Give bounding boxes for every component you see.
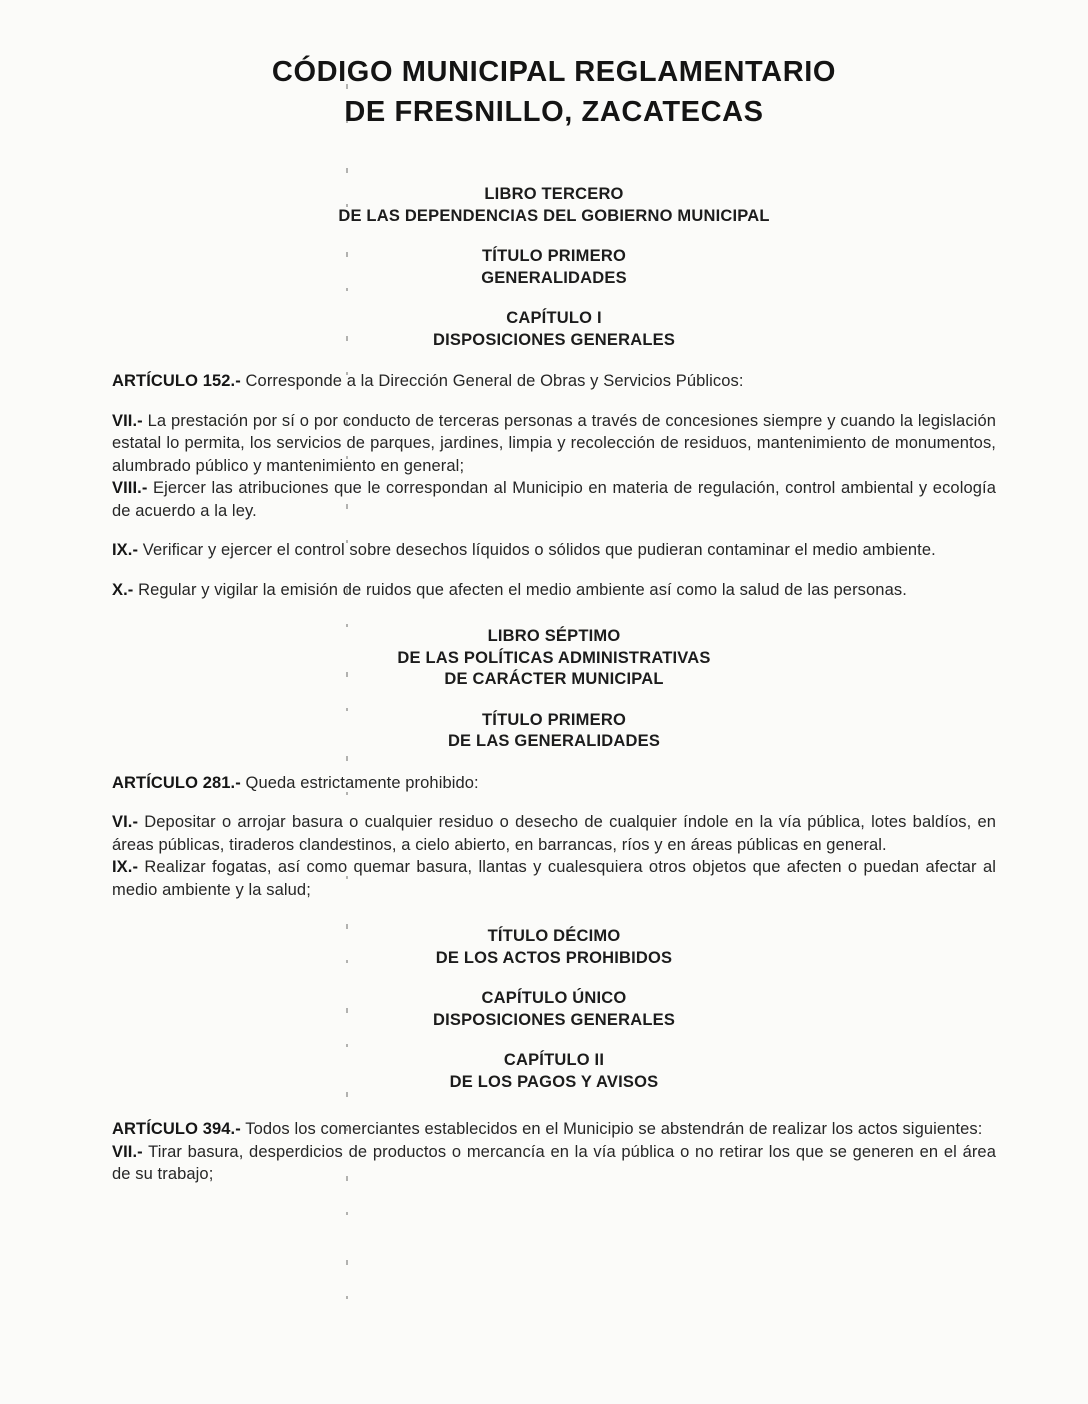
heading-line: DE LAS GENERALIDADES [447,732,661,750]
paragraph-lead: VIII.- [112,479,148,497]
paragraph-lead: ARTÍCULO 394.- [112,1120,241,1138]
paragraph-group [112,579,996,602]
paragraph-lead: X.- [112,580,134,599]
paragraph-group [112,772,996,795]
paragraph-lead: VI.- [112,813,139,831]
heading-line: DE LAS POLÍTICAS ADMINISTRATIVAS [397,648,711,667]
document-title-line2: DE FRESNILLO, ZACATECAS [344,96,764,128]
paragraph: VIII.- Ejercer las atribuciones que le correspondan al Municipio en materia de regulación, control ambiental y ecología de acuerdo a la ley. [112,479,996,520]
heading-line: CAPÍTULO ÚNICO [481,989,627,1007]
heading-line: LIBRO SÉPTIMO [487,627,621,645]
paragraph-lead: VII.- [112,411,143,430]
paragraph: VI.- Depositar o arrojar basura o cualquier residuo o desecho de cualquier índole en la vía pública, lotes baldíos, en áreas públicas, tiraderos clandestinos, a cielo abierto, en barrancas, ríos y en áreas públicas en general. [112,813,996,854]
heading-line: DISPOSICIONES GENERALES [432,1010,676,1029]
heading-line: TÍTULO PRIMERO [482,247,626,265]
section-heading [112,988,996,1031]
paragraph-lead: IX.- [112,858,139,876]
paragraph-lead: ARTÍCULO 281.- [112,773,241,792]
paragraph: IX.- Realizar fogatas, así como quemar basura, llantas y cualesquiera otros objetos que afecten o puedan afectar al medio ambiente y la salud; [112,858,996,899]
document-title [112,52,996,132]
paragraph: ARTÍCULO 394.- Todos los comerciantes establecidos en el Municipio se abstendrán de realizar los actos siguientes: [112,1120,983,1138]
paragraph: ARTÍCULO 152.- Corresponde a la Dirección General de Obras y Servicios Públicos: [112,372,744,390]
heading-line: LIBRO TERCERO [484,185,624,203]
paragraph-group [112,1118,996,1186]
heading-line: DE LAS DEPENDENCIAS DEL GOBIERNO MUNICIPAL [338,206,770,225]
paragraph-group [112,370,996,393]
heading-line: TÍTULO PRIMERO [482,710,626,729]
heading-line: DE CARÁCTER MUNICIPAL [444,670,664,688]
document-title-line1: CÓDIGO MUNICIPAL REGLAMENTARIO [271,56,837,88]
section-heading [112,184,996,227]
paragraph: IX.- Verificar y ejercer el control sobre desechos líquidos o sólidos que pudieran contaminar el medio ambiente. [112,541,936,559]
paragraph: X.- Regular y vigilar la emisión de ruidos que afecten el medio ambiente así como la salud de las personas. [112,580,907,599]
paragraph-lead: ARTÍCULO 152.- [112,372,241,390]
paragraph-group [112,539,996,562]
heading-line: TÍTULO DÉCIMO [487,927,621,945]
heading-line: DE LOS PAGOS Y AVISOS [449,1072,659,1091]
paragraph: VII.- Tirar basura, desperdicios de productos o mercancía en la vía pública o no retirar los que se generen en el área de su trabajo; [112,1142,996,1183]
section-heading [112,246,996,289]
heading-line: DE LOS ACTOS PROHIBIDOS [435,948,673,967]
heading-line: DISPOSICIONES GENERALES [432,330,676,349]
section-heading [112,308,996,351]
section-heading [112,926,996,969]
paragraph: ARTÍCULO 281.- Queda estrictamente prohibido: [112,773,479,792]
document-body [112,184,996,1186]
section-heading [112,710,996,753]
paragraph: VII.- La prestación por sí o por conducto de terceras personas a través de concesiones siempre y cuando la legislación estatal lo permita, los servicios de parques, jardines, limpia y recolección de residuos, mantenimiento de monumentos, alumbrado público y mantenimiento en general; [112,411,996,475]
heading-line: CAPÍTULO I [506,309,602,327]
paragraph-group [112,410,996,523]
section-heading [112,1050,996,1093]
heading-line: GENERALIDADES [481,268,627,287]
paragraph-lead: IX.- [112,541,139,559]
section-heading [112,626,996,691]
heading-line: CAPÍTULO II [503,1051,605,1069]
paragraph-lead: VII.- [112,1142,143,1161]
paragraph-group [112,811,996,901]
